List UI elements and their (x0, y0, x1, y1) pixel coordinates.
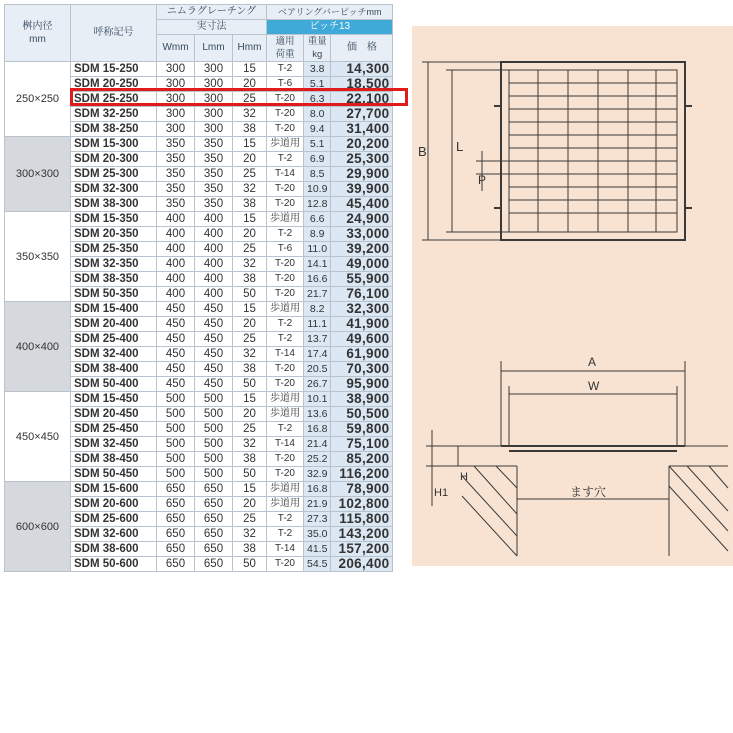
price-cell: 49,600 (331, 332, 393, 347)
weight-cell: 21.4 (304, 437, 331, 452)
header-model: 呼称記号 (71, 5, 157, 62)
price-cell: 78,900 (331, 482, 393, 497)
model-cell: SDM 50-400 (71, 377, 157, 392)
h-cell: 20 (233, 152, 267, 167)
w-cell: 500 (157, 452, 195, 467)
w-cell: 350 (157, 152, 195, 167)
highlight-box (70, 88, 408, 106)
h-cell: 38 (233, 542, 267, 557)
table-row (5, 482, 393, 497)
model-cell: SDM 25-300 (71, 167, 157, 182)
h-cell: 25 (233, 422, 267, 437)
label-h1: H1 (434, 487, 449, 499)
h-cell: 32 (233, 437, 267, 452)
model-cell: SDM 38-400 (71, 362, 157, 377)
w-cell: 500 (157, 467, 195, 482)
table-row (5, 302, 393, 317)
price-cell: 143,200 (331, 527, 393, 542)
load-cell: T-2 (267, 512, 304, 527)
load-cell: T-20 (267, 467, 304, 482)
weight-cell: 16.8 (304, 422, 331, 437)
weight-cell: 3.8 (304, 62, 331, 77)
size-group-label: 250×250 (5, 62, 71, 137)
label-p: P (478, 173, 487, 187)
price-cell: 102,800 (331, 497, 393, 512)
h-cell: 20 (233, 497, 267, 512)
model-cell: SDM 38-600 (71, 542, 157, 557)
w-cell: 400 (157, 287, 195, 302)
size-group-label: 400×400 (5, 302, 71, 392)
l-cell: 650 (195, 512, 233, 527)
grating-diagram (412, 26, 733, 566)
weight-cell: 6.9 (304, 152, 331, 167)
load-cell: T-20 (267, 272, 304, 287)
load-cell: T-20 (267, 182, 304, 197)
w-cell: 500 (157, 407, 195, 422)
label-pit: ます穴 (570, 485, 607, 499)
w-cell: 500 (157, 392, 195, 407)
header-pitch: ピッチ13 (267, 20, 393, 35)
l-cell: 350 (195, 137, 233, 152)
load-cell: T-6 (267, 77, 304, 92)
header-price: 価 格 (331, 35, 393, 62)
w-cell: 650 (157, 512, 195, 527)
load-cell: T-14 (267, 347, 304, 362)
l-cell: 350 (195, 182, 233, 197)
weight-cell: 16.6 (304, 272, 331, 287)
w-cell: 650 (157, 542, 195, 557)
price-cell: 70,300 (331, 362, 393, 377)
weight-cell: 11.0 (304, 242, 331, 257)
w-cell: 450 (157, 377, 195, 392)
load-cell: T-20 (267, 197, 304, 212)
model-cell: SDM 25-600 (71, 512, 157, 527)
label-w: W (588, 379, 600, 393)
price-cell: 33,000 (331, 227, 393, 242)
l-cell: 400 (195, 272, 233, 287)
l-cell: 450 (195, 332, 233, 347)
h-cell: 50 (233, 287, 267, 302)
header-inner-size: 桝内径 mm (5, 5, 71, 62)
h-cell: 20 (233, 317, 267, 332)
header-weight: 重量 kg (304, 35, 331, 62)
weight-cell: 21.9 (304, 497, 331, 512)
w-cell: 350 (157, 182, 195, 197)
load-cell: 歩道用 (267, 482, 304, 497)
w-cell: 350 (157, 167, 195, 182)
load-cell: T-14 (267, 542, 304, 557)
model-cell: SDM 38-450 (71, 452, 157, 467)
model-cell: SDM 38-250 (71, 122, 157, 137)
l-cell: 650 (195, 542, 233, 557)
w-cell: 500 (157, 422, 195, 437)
w-cell: 650 (157, 482, 195, 497)
load-cell: T-20 (267, 377, 304, 392)
l-cell: 450 (195, 317, 233, 332)
l-cell: 450 (195, 302, 233, 317)
model-cell: SDM 15-450 (71, 392, 157, 407)
price-cell: 14,300 (331, 62, 393, 77)
load-cell: 歩道用 (267, 497, 304, 512)
table-row (5, 392, 393, 407)
model-cell: SDM 32-300 (71, 182, 157, 197)
load-cell: T-20 (267, 92, 304, 107)
h-cell: 15 (233, 302, 267, 317)
weight-cell: 14.1 (304, 257, 331, 272)
model-cell: SDM 20-600 (71, 497, 157, 512)
load-cell: T-20 (267, 452, 304, 467)
l-cell: 500 (195, 422, 233, 437)
l-cell: 350 (195, 152, 233, 167)
weight-cell: 41.5 (304, 542, 331, 557)
weight-cell: 32.9 (304, 467, 331, 482)
l-cell: 500 (195, 392, 233, 407)
load-cell: T-2 (267, 527, 304, 542)
l-cell: 400 (195, 257, 233, 272)
load-cell: T-2 (267, 317, 304, 332)
model-cell: SDM 25-350 (71, 242, 157, 257)
w-cell: 400 (157, 212, 195, 227)
load-cell: 歩道用 (267, 212, 304, 227)
weight-cell: 8.2 (304, 302, 331, 317)
model-cell: SDM 15-600 (71, 482, 157, 497)
l-cell: 500 (195, 437, 233, 452)
model-cell: SDM 20-350 (71, 227, 157, 242)
model-cell: SDM 32-250 (71, 107, 157, 122)
model-cell: SDM 25-450 (71, 422, 157, 437)
price-cell: 49,000 (331, 257, 393, 272)
w-cell: 650 (157, 557, 195, 572)
w-cell: 300 (157, 107, 195, 122)
h-cell: 20 (233, 77, 267, 92)
weight-cell: 8.9 (304, 227, 331, 242)
h-cell: 15 (233, 392, 267, 407)
label-b: B (418, 144, 427, 159)
price-cell: 59,800 (331, 422, 393, 437)
model-cell: SDM 32-600 (71, 527, 157, 542)
w-cell: 450 (157, 302, 195, 317)
weight-cell: 6.3 (304, 92, 331, 107)
w-cell: 500 (157, 437, 195, 452)
l-cell: 400 (195, 227, 233, 242)
weight-cell: 5.1 (304, 77, 331, 92)
weight-cell: 17.4 (304, 347, 331, 362)
h-cell: 32 (233, 257, 267, 272)
price-cell: 20,200 (331, 137, 393, 152)
h-cell: 50 (233, 467, 267, 482)
l-cell: 450 (195, 362, 233, 377)
header-type-title: ニムラグレーチング (157, 5, 267, 20)
price-cell: 75,100 (331, 437, 393, 452)
l-cell: 400 (195, 242, 233, 257)
weight-cell: 20.5 (304, 362, 331, 377)
price-cell: 116,200 (331, 467, 393, 482)
l-cell: 650 (195, 527, 233, 542)
load-cell: 歩道用 (267, 137, 304, 152)
weight-cell: 13.7 (304, 332, 331, 347)
price-cell: 24,900 (331, 212, 393, 227)
label-h: H (460, 471, 468, 483)
load-cell: T-20 (267, 362, 304, 377)
weight-cell: 54.5 (304, 557, 331, 572)
model-cell: SDM 32-450 (71, 437, 157, 452)
h-cell: 15 (233, 137, 267, 152)
price-cell: 157,200 (331, 542, 393, 557)
header-l: Lmm (195, 35, 233, 62)
w-cell: 650 (157, 497, 195, 512)
load-cell: T-2 (267, 152, 304, 167)
h-cell: 20 (233, 407, 267, 422)
weight-cell: 21.7 (304, 287, 331, 302)
l-cell: 650 (195, 497, 233, 512)
load-cell: T-2 (267, 227, 304, 242)
model-cell: SDM 50-350 (71, 287, 157, 302)
w-cell: 300 (157, 77, 195, 92)
price-cell: 41,900 (331, 317, 393, 332)
w-cell: 400 (157, 257, 195, 272)
load-cell: T-20 (267, 257, 304, 272)
h-cell: 25 (233, 167, 267, 182)
weight-cell: 6.6 (304, 212, 331, 227)
table-row (5, 212, 393, 227)
price-cell: 115,800 (331, 512, 393, 527)
price-cell: 31,400 (331, 122, 393, 137)
l-cell: 400 (195, 287, 233, 302)
price-cell: 27,700 (331, 107, 393, 122)
price-cell: 32,300 (331, 302, 393, 317)
model-cell: SDM 38-300 (71, 197, 157, 212)
weight-cell: 16.8 (304, 482, 331, 497)
price-cell: 25,300 (331, 152, 393, 167)
model-cell: SDM 15-400 (71, 302, 157, 317)
weight-cell: 9.4 (304, 122, 331, 137)
model-cell: SDM 25-250 (71, 92, 157, 107)
header-w: Wmm (157, 35, 195, 62)
price-cell: 61,900 (331, 347, 393, 362)
load-cell: T-2 (267, 62, 304, 77)
h-cell: 15 (233, 62, 267, 77)
w-cell: 300 (157, 122, 195, 137)
l-cell: 500 (195, 452, 233, 467)
price-cell: 18,500 (331, 77, 393, 92)
label-l: L (456, 139, 464, 154)
load-cell: T-20 (267, 122, 304, 137)
l-cell: 300 (195, 92, 233, 107)
weight-cell: 10.1 (304, 392, 331, 407)
weight-cell: 25.2 (304, 452, 331, 467)
header-load: 適用 荷重 (267, 35, 304, 62)
header-actual-dims: 実寸法 (157, 20, 267, 35)
price-cell: 38,900 (331, 392, 393, 407)
h-cell: 38 (233, 362, 267, 377)
size-group-label: 300×300 (5, 137, 71, 212)
w-cell: 450 (157, 317, 195, 332)
l-cell: 400 (195, 212, 233, 227)
w-cell: 450 (157, 362, 195, 377)
model-cell: SDM 20-450 (71, 407, 157, 422)
weight-cell: 8.5 (304, 167, 331, 182)
weight-cell: 10.9 (304, 182, 331, 197)
model-cell: SDM 20-300 (71, 152, 157, 167)
h-cell: 25 (233, 242, 267, 257)
w-cell: 400 (157, 272, 195, 287)
model-cell: SDM 25-400 (71, 332, 157, 347)
l-cell: 450 (195, 377, 233, 392)
price-cell: 85,200 (331, 452, 393, 467)
weight-cell: 26.7 (304, 377, 331, 392)
size-group-label: 600×600 (5, 482, 71, 572)
w-cell: 350 (157, 137, 195, 152)
h-cell: 38 (233, 452, 267, 467)
price-cell: 95,900 (331, 377, 393, 392)
price-cell: 45,400 (331, 197, 393, 212)
h-cell: 25 (233, 512, 267, 527)
model-cell: SDM 50-600 (71, 557, 157, 572)
load-cell: 歩道用 (267, 302, 304, 317)
model-cell: SDM 15-250 (71, 62, 157, 77)
model-cell: SDM 32-400 (71, 347, 157, 362)
l-cell: 300 (195, 107, 233, 122)
l-cell: 350 (195, 167, 233, 182)
h-cell: 20 (233, 227, 267, 242)
price-cell: 39,200 (331, 242, 393, 257)
price-cell: 22,100 (331, 92, 393, 107)
l-cell: 450 (195, 347, 233, 362)
l-cell: 650 (195, 482, 233, 497)
price-cell: 29,900 (331, 167, 393, 182)
load-cell: T-20 (267, 557, 304, 572)
h-cell: 15 (233, 482, 267, 497)
load-cell: T-14 (267, 437, 304, 452)
h-cell: 32 (233, 527, 267, 542)
load-cell: T-20 (267, 287, 304, 302)
w-cell: 450 (157, 347, 195, 362)
weight-cell: 11.1 (304, 317, 331, 332)
size-group-label: 350×350 (5, 212, 71, 302)
l-cell: 500 (195, 407, 233, 422)
weight-cell: 13.6 (304, 407, 331, 422)
h-cell: 32 (233, 107, 267, 122)
h-cell: 38 (233, 272, 267, 287)
l-cell: 650 (195, 557, 233, 572)
load-cell: T-2 (267, 332, 304, 347)
l-cell: 350 (195, 197, 233, 212)
load-cell: T-2 (267, 422, 304, 437)
load-cell: 歩道用 (267, 392, 304, 407)
price-cell: 76,100 (331, 287, 393, 302)
price-cell: 50,500 (331, 407, 393, 422)
model-cell: SDM 32-350 (71, 257, 157, 272)
l-cell: 300 (195, 77, 233, 92)
h-cell: 32 (233, 182, 267, 197)
load-cell: T-14 (267, 167, 304, 182)
model-cell: SDM 15-350 (71, 212, 157, 227)
price-cell: 206,400 (331, 557, 393, 572)
w-cell: 450 (157, 332, 195, 347)
header-h: Hmm (233, 35, 267, 62)
w-cell: 350 (157, 197, 195, 212)
model-cell: SDM 20-400 (71, 317, 157, 332)
size-group-label: 450×450 (5, 392, 71, 482)
h-cell: 15 (233, 212, 267, 227)
load-cell: 歩道用 (267, 407, 304, 422)
l-cell: 300 (195, 122, 233, 137)
w-cell: 300 (157, 92, 195, 107)
h-cell: 25 (233, 332, 267, 347)
h-cell: 50 (233, 557, 267, 572)
weight-cell: 27.3 (304, 512, 331, 527)
price-cell: 39,900 (331, 182, 393, 197)
h-cell: 32 (233, 347, 267, 362)
h-cell: 25 (233, 92, 267, 107)
table-row (5, 62, 393, 77)
w-cell: 300 (157, 62, 195, 77)
weight-cell: 5.1 (304, 137, 331, 152)
w-cell: 400 (157, 242, 195, 257)
model-cell: SDM 38-350 (71, 272, 157, 287)
model-cell: SDM 20-250 (71, 77, 157, 92)
load-cell: T-20 (267, 107, 304, 122)
header-bearing-bar: ベアリングバーピッチmm (267, 5, 393, 20)
w-cell: 650 (157, 527, 195, 542)
h-cell: 50 (233, 377, 267, 392)
table-row (5, 137, 393, 152)
l-cell: 300 (195, 62, 233, 77)
w-cell: 400 (157, 227, 195, 242)
h-cell: 38 (233, 122, 267, 137)
model-cell: SDM 50-450 (71, 467, 157, 482)
weight-cell: 8.0 (304, 107, 331, 122)
price-cell: 55,900 (331, 272, 393, 287)
weight-cell: 35.0 (304, 527, 331, 542)
l-cell: 500 (195, 467, 233, 482)
h-cell: 38 (233, 197, 267, 212)
label-a: A (588, 355, 597, 369)
load-cell: T-6 (267, 242, 304, 257)
weight-cell: 12.8 (304, 197, 331, 212)
model-cell: SDM 15-300 (71, 137, 157, 152)
